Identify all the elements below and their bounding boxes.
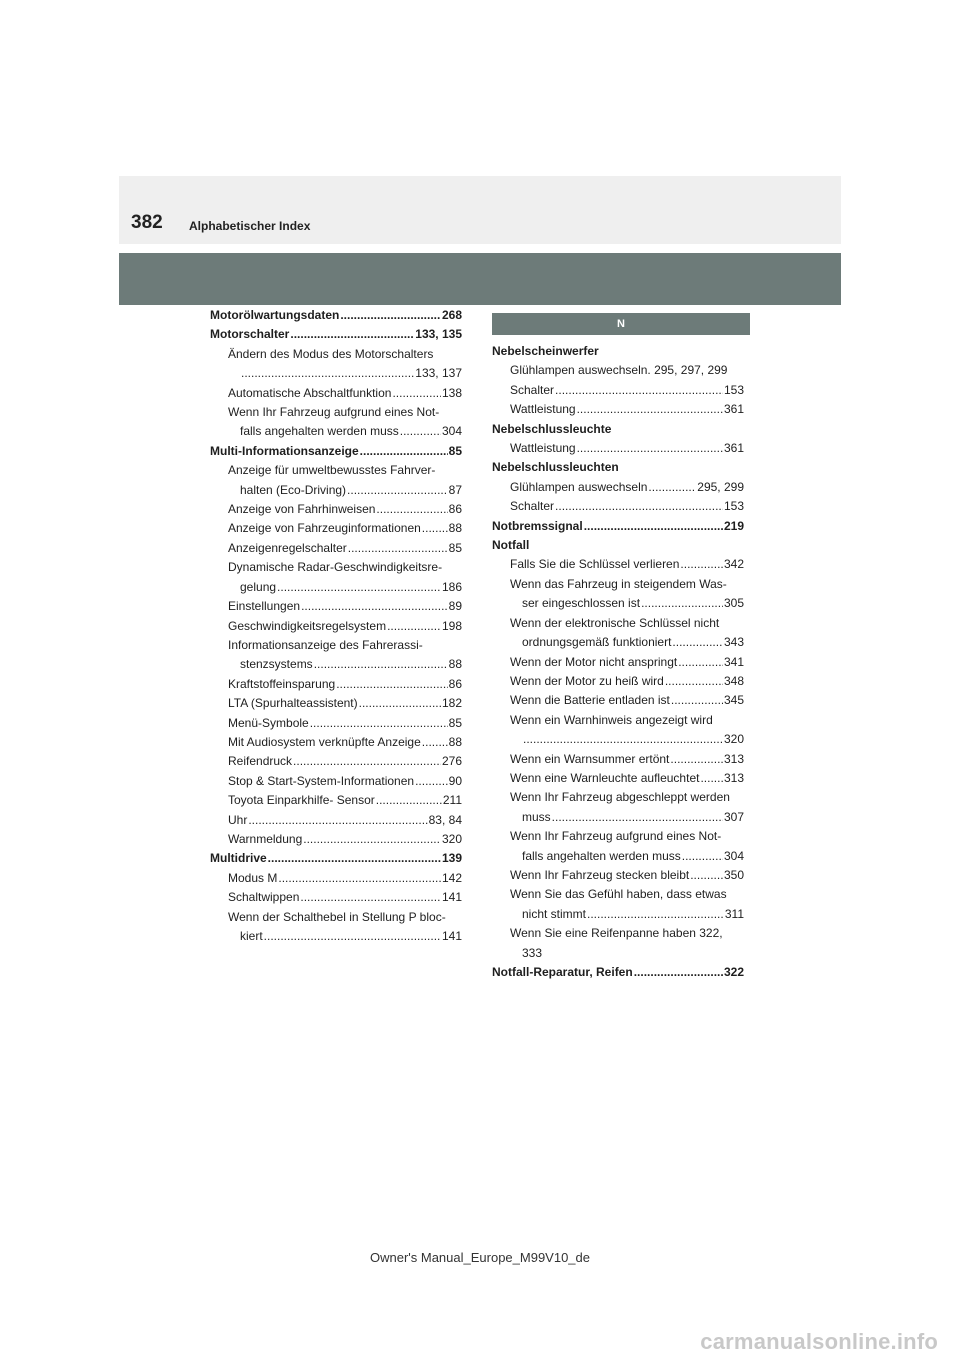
dot-leader bbox=[310, 714, 448, 733]
index-entry bbox=[210, 500, 462, 519]
dot-leader bbox=[241, 364, 414, 383]
index-line: Wenn der Schalthebel in Stellung P bloc- bbox=[228, 909, 446, 924]
entry-label: Menü-Symbole bbox=[228, 715, 309, 730]
index-entry bbox=[492, 750, 744, 769]
dot-leader bbox=[264, 927, 441, 946]
dot-leader bbox=[587, 905, 724, 924]
entry-page-ref: 219 bbox=[723, 518, 744, 533]
entry-page-ref: 89 bbox=[448, 599, 462, 614]
index-line: Wenn Ihr Fahrzeug abgeschleppt werden bbox=[510, 790, 730, 805]
index-column-left bbox=[210, 306, 462, 946]
index-entry bbox=[210, 927, 462, 946]
entry-page-ref: 313 bbox=[723, 770, 744, 785]
index-entry bbox=[210, 869, 462, 888]
index-entry bbox=[492, 730, 744, 749]
entry-label: Schaltwippen bbox=[228, 890, 300, 905]
index-entry bbox=[210, 675, 462, 694]
index-entry bbox=[492, 691, 744, 710]
dot-leader bbox=[555, 497, 723, 516]
entry-page-ref: 139 bbox=[441, 851, 462, 866]
index-entry bbox=[492, 594, 744, 613]
dot-leader bbox=[422, 733, 448, 752]
entry-page-ref: 313 bbox=[723, 751, 744, 766]
index-line: 333 bbox=[522, 945, 543, 960]
entry-page-ref: 86 bbox=[448, 676, 462, 691]
dot-leader bbox=[672, 633, 723, 652]
entry-page-ref: 348 bbox=[723, 673, 744, 688]
index-line: Wenn Sie das Gefühl haben, dass etwas bbox=[510, 887, 727, 902]
entry-label: Warnmeldung bbox=[228, 831, 303, 846]
index-line: Wenn Ihr Fahrzeug aufgrund eines Not- bbox=[228, 405, 440, 420]
entry-label: Stop & Start-System-Informationen bbox=[228, 773, 415, 788]
entry-label: Wenn Ihr Fahrzeug stecken bleibt bbox=[510, 867, 690, 882]
entry-label: ordnungsgemäß funktioniert bbox=[522, 635, 672, 650]
entry-label: Automatische Abschaltfunktion bbox=[228, 385, 392, 400]
index-entry bbox=[492, 847, 744, 866]
entry-page-ref: 307 bbox=[723, 809, 744, 824]
index-entry bbox=[492, 866, 744, 885]
entry-page-ref: 361 bbox=[723, 441, 744, 456]
entry-label: Wenn der Motor nicht anspringt bbox=[510, 654, 678, 669]
entry-page-ref: 186 bbox=[441, 579, 462, 594]
index-entry bbox=[210, 519, 462, 538]
dot-leader bbox=[400, 422, 441, 441]
entry-page-ref: 88 bbox=[448, 521, 462, 536]
index-entry bbox=[492, 497, 744, 516]
dot-leader bbox=[577, 400, 723, 419]
index-entry-main bbox=[210, 849, 462, 868]
index-entry bbox=[210, 364, 462, 383]
entry-label: ser eingeschlossen ist bbox=[522, 596, 641, 611]
index-line: Anzeige für umweltbewusstes Fahrver- bbox=[228, 463, 436, 478]
dot-leader bbox=[552, 808, 723, 827]
entry-page-ref: 211 bbox=[442, 793, 462, 808]
index-entry bbox=[492, 439, 744, 458]
entry-label: Wattleistung bbox=[510, 402, 576, 417]
entry-label: LTA (Spurhalteassistent) bbox=[228, 696, 358, 711]
entry-page-ref: 88 bbox=[448, 657, 462, 672]
index-entry bbox=[210, 422, 462, 441]
entry-page-ref: 86 bbox=[448, 502, 462, 517]
dot-leader bbox=[376, 791, 442, 810]
dot-leader bbox=[671, 691, 723, 710]
index-heading: Nebelschlussleuchte bbox=[492, 421, 612, 436]
index-line: Ändern des Modus des Motorschalters bbox=[228, 346, 434, 361]
entry-page-ref: 361 bbox=[723, 402, 744, 417]
dot-leader bbox=[670, 750, 723, 769]
entry-page-ref: 142 bbox=[441, 870, 462, 885]
entry-page-ref: 345 bbox=[723, 693, 744, 708]
index-entry bbox=[210, 791, 462, 810]
entry-page-ref: 141 bbox=[441, 929, 462, 943]
index-entry-main bbox=[210, 306, 462, 325]
entry-page-ref: 304 bbox=[441, 424, 462, 439]
index-entry-main bbox=[210, 442, 462, 461]
entry-label: falls angehalten werden muss bbox=[522, 848, 681, 863]
entry-page-ref: 320 bbox=[723, 732, 744, 747]
index-entry-main bbox=[492, 963, 744, 982]
watermark: carmanualsonline.info bbox=[700, 1329, 938, 1354]
index-line: Wenn Sie eine Reifenpanne haben 322, bbox=[510, 926, 723, 941]
entry-label: Schalter bbox=[510, 382, 555, 397]
dot-leader bbox=[314, 655, 448, 674]
dot-leader bbox=[278, 869, 441, 888]
entry-label: Multi-Informationsanzeige bbox=[210, 443, 359, 458]
index-line: Informationsanzeige des Fahrerassi- bbox=[228, 637, 423, 652]
entry-page-ref: 305 bbox=[723, 596, 744, 611]
index-entry bbox=[210, 597, 462, 616]
entry-label: stenzsystems bbox=[240, 657, 313, 672]
entry-page-ref: 85 bbox=[448, 443, 462, 458]
section-banner bbox=[119, 253, 841, 305]
dot-leader bbox=[641, 594, 723, 613]
index-line: Wenn das Fahrzeug in steigendem Was- bbox=[510, 576, 727, 591]
entry-label: Notbremssignal bbox=[492, 518, 583, 533]
dot-leader bbox=[577, 439, 723, 458]
entry-label: Notfall-Reparatur, Reifen bbox=[492, 965, 633, 979]
footer-text: Owner's Manual_Europe_M99V10_de bbox=[369, 1250, 590, 1265]
index-entry bbox=[210, 481, 462, 500]
entry-label: kiert bbox=[240, 929, 263, 943]
entry-label: Reifendruck bbox=[228, 754, 293, 769]
entry-label: Wattleistung bbox=[510, 441, 576, 456]
index-entry bbox=[492, 400, 744, 419]
index-entry bbox=[210, 694, 462, 713]
index-entry-main bbox=[492, 517, 744, 536]
entry-label: Schalter bbox=[510, 499, 555, 514]
index-entry bbox=[210, 617, 462, 636]
index-entry bbox=[210, 384, 462, 403]
entry-page-ref: 138 bbox=[441, 385, 462, 400]
index-line: Dynamische Radar-Geschwindigkeitsre- bbox=[228, 560, 443, 575]
entry-page-ref: 90 bbox=[448, 773, 462, 788]
entry-page-ref: 343 bbox=[723, 635, 744, 650]
index-entry bbox=[210, 539, 462, 558]
entry-page-ref: 311 bbox=[724, 906, 744, 921]
entry-page-ref: 198 bbox=[441, 618, 462, 633]
dot-leader bbox=[293, 752, 441, 771]
entry-label: Wenn die Batterie entladen ist bbox=[510, 693, 670, 708]
entry-label: muss bbox=[522, 809, 551, 824]
entry-page-ref: 182 bbox=[441, 696, 462, 711]
dot-leader bbox=[690, 866, 723, 885]
dot-leader bbox=[634, 963, 723, 982]
index-entry bbox=[492, 653, 744, 672]
entry-label: Anzeige von Fahrhinweisen bbox=[228, 502, 376, 517]
dot-leader bbox=[336, 675, 447, 694]
dot-leader bbox=[268, 849, 441, 868]
dot-leader bbox=[376, 500, 447, 519]
entry-page-ref: 153 bbox=[723, 382, 744, 397]
index-entry bbox=[492, 633, 744, 652]
index-entry bbox=[210, 888, 462, 907]
entry-page-ref: 87 bbox=[448, 482, 462, 497]
entry-page-ref: 341 bbox=[723, 654, 744, 669]
section-title: Alphabetischer Index bbox=[189, 219, 311, 233]
dot-leader bbox=[415, 772, 448, 791]
index-entry bbox=[210, 733, 462, 752]
dot-leader bbox=[555, 381, 723, 400]
entry-page-ref: 268 bbox=[441, 308, 462, 322]
entry-label: Einstellungen bbox=[228, 599, 301, 614]
index-entry bbox=[210, 811, 462, 830]
index-line: Wenn Ihr Fahrzeug aufgrund eines Not- bbox=[510, 829, 722, 844]
index-entry bbox=[210, 752, 462, 771]
dot-leader bbox=[348, 539, 448, 558]
entry-page-ref: 83, 84 bbox=[428, 812, 462, 827]
dot-leader bbox=[422, 519, 448, 538]
entry-label: halten (Eco-Driving) bbox=[240, 482, 347, 497]
index-entry bbox=[492, 672, 744, 691]
entry-page-ref: 342 bbox=[723, 557, 744, 572]
dot-leader bbox=[290, 325, 414, 344]
dot-leader bbox=[648, 478, 696, 497]
index-entry bbox=[210, 655, 462, 674]
page-number: 382 bbox=[131, 212, 163, 233]
dot-leader bbox=[584, 517, 723, 536]
index-line: Wenn der elektronische Schlüssel nicht bbox=[510, 615, 720, 630]
entry-page-ref: 322 bbox=[723, 965, 744, 979]
index-heading: Nebelscheinwerfer bbox=[492, 344, 599, 358]
entry-page-ref: 153 bbox=[723, 499, 744, 514]
dot-leader bbox=[303, 830, 441, 849]
entry-page-ref: 85 bbox=[448, 540, 462, 555]
header-band bbox=[119, 176, 841, 244]
index-line: Glühlampen auswechseln. 295, 297, 299 bbox=[510, 363, 728, 378]
entry-label: Mit Audiosystem verknüpfte Anzeige bbox=[228, 734, 421, 749]
entry-page-ref: 350 bbox=[723, 867, 744, 882]
entry-label: falls angehalten werden muss bbox=[240, 424, 399, 439]
entry-page-ref: 304 bbox=[723, 848, 744, 863]
entry-label: nicht stimmt bbox=[522, 906, 587, 921]
index-entry bbox=[492, 808, 744, 827]
entry-label: Anzeigenregelschalter bbox=[228, 540, 347, 555]
entry-label: Falls Sie die Schlüssel verlieren bbox=[510, 557, 680, 572]
entry-label: Multidrive bbox=[210, 851, 267, 866]
entry-page-ref: 88 bbox=[448, 734, 462, 749]
dot-leader bbox=[678, 653, 723, 672]
dot-leader bbox=[340, 306, 441, 325]
entry-page-ref: 133, 135 bbox=[415, 327, 462, 342]
entry-label: Uhr bbox=[228, 812, 248, 827]
dot-leader bbox=[248, 811, 427, 830]
index-entry bbox=[210, 830, 462, 849]
index-line: Wenn ein Warnhinweis angezeigt wird bbox=[510, 712, 713, 727]
dot-leader bbox=[700, 769, 723, 788]
dot-leader bbox=[360, 442, 448, 461]
section-letter-bar: N bbox=[492, 313, 750, 335]
entry-label: Wenn eine Warnleuchte aufleuchtet bbox=[510, 770, 700, 785]
entry-label: Toyota Einparkhilfe- Sensor bbox=[228, 793, 375, 808]
dot-leader bbox=[359, 694, 441, 713]
index-entry bbox=[492, 478, 744, 497]
index-entry bbox=[492, 555, 744, 574]
entry-label: Modus M bbox=[228, 870, 278, 885]
dot-leader bbox=[392, 384, 441, 403]
entry-label: Glühlampen auswechseln bbox=[510, 479, 648, 494]
index-entry bbox=[492, 905, 744, 924]
entry-page-ref: 85 bbox=[448, 715, 462, 730]
dot-leader bbox=[682, 847, 723, 866]
entry-page-ref: 141 bbox=[441, 890, 462, 905]
dot-leader bbox=[301, 597, 448, 616]
index-column-right bbox=[492, 342, 744, 982]
dot-leader bbox=[277, 578, 441, 597]
entry-label: gelung bbox=[240, 579, 277, 594]
dot-leader bbox=[680, 555, 723, 574]
entry-label: Kraftstoffeinsparung bbox=[228, 676, 336, 691]
entry-page-ref: 295, 299 bbox=[697, 479, 744, 494]
dot-leader bbox=[387, 617, 441, 636]
entry-label: Anzeige von Fahrzeuginformationen bbox=[228, 521, 421, 536]
dot-leader bbox=[523, 730, 723, 749]
entry-page-ref: 133, 137 bbox=[415, 366, 462, 381]
entry-label: Motorölwartungsdaten bbox=[210, 308, 340, 322]
index-entry bbox=[210, 578, 462, 597]
index-heading: Notfall bbox=[492, 538, 530, 553]
index-entry bbox=[492, 381, 744, 400]
entry-label: Wenn ein Warnsummer ertönt bbox=[510, 751, 670, 766]
entry-page-ref: 320 bbox=[441, 831, 462, 846]
entry-label: Motorschalter bbox=[210, 327, 290, 342]
entry-label: Geschwindigkeitsregelsystem bbox=[228, 618, 387, 633]
index-entry bbox=[210, 714, 462, 733]
index-entry-main bbox=[210, 325, 462, 344]
index-entry bbox=[210, 772, 462, 791]
index-entry bbox=[492, 769, 744, 788]
entry-label: Wenn der Motor zu heiß wird bbox=[510, 673, 664, 688]
entry-page-ref: 276 bbox=[441, 754, 462, 769]
index-heading: Nebelschlussleuchten bbox=[492, 460, 619, 475]
dot-leader bbox=[665, 672, 723, 691]
dot-leader bbox=[300, 888, 441, 907]
dot-leader bbox=[347, 481, 448, 500]
